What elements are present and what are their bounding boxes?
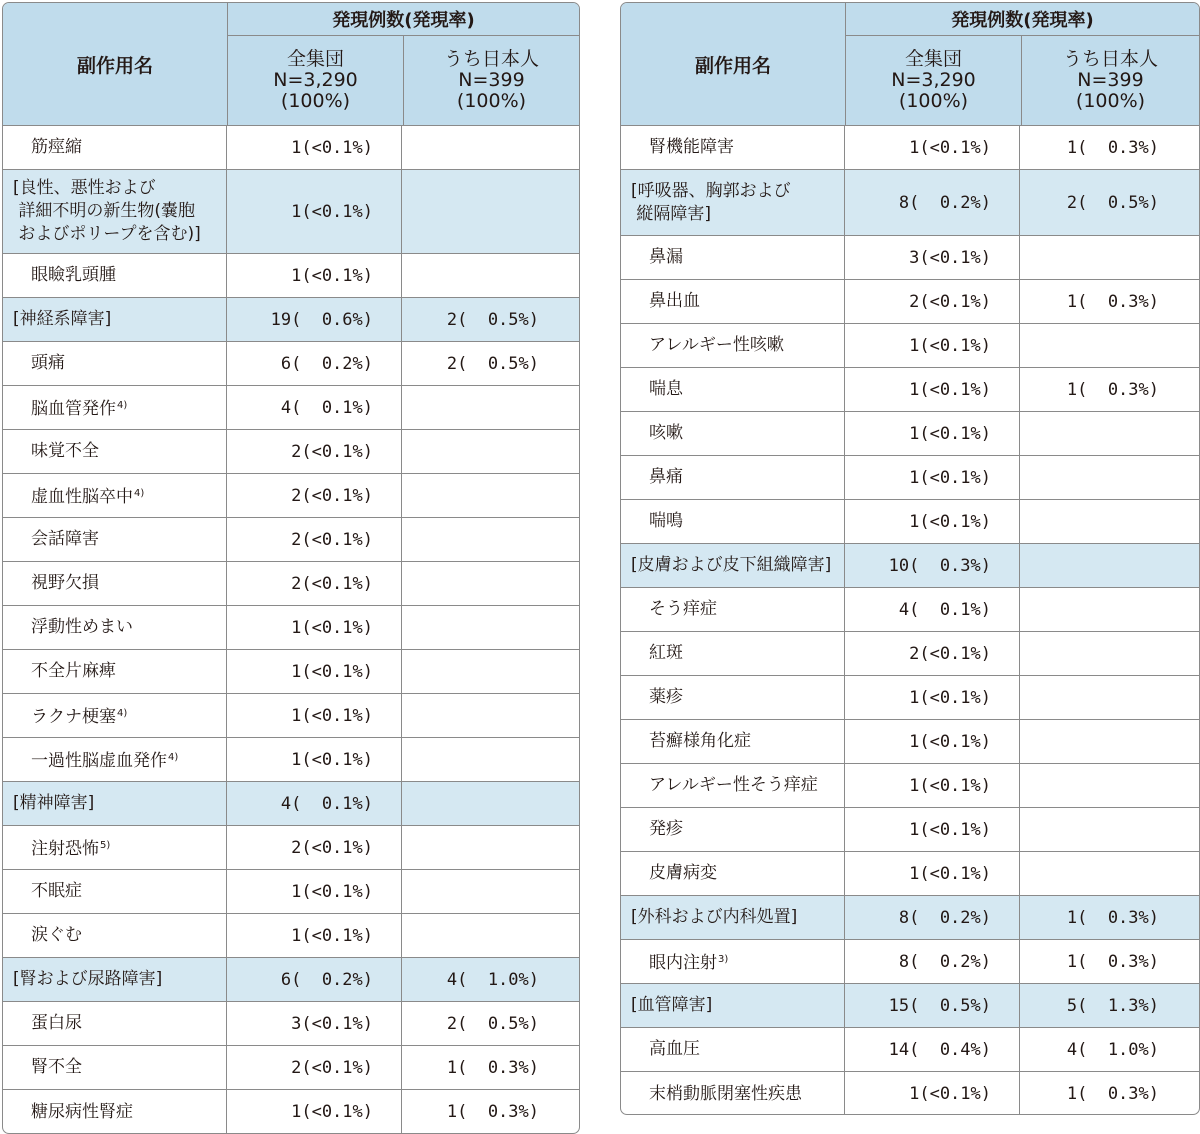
japanese-value: [1020, 720, 1199, 763]
category-row: [3, 170, 579, 254]
all-population-value: 4( 0.1%): [845, 588, 1020, 631]
reaction-name: 鼻漏: [621, 236, 845, 279]
all-population-value: 4( 0.1%): [227, 386, 402, 429]
japanese-value: [1020, 324, 1199, 367]
japanese-value: [402, 870, 579, 913]
category-row: [621, 896, 1199, 940]
all-population-value: 1(<0.1%): [227, 694, 402, 737]
japanese-value: [1020, 632, 1199, 675]
reaction-name: 高血圧: [621, 1028, 845, 1071]
header-all-population: 全集団 N=3,290 (100%): [846, 36, 1022, 125]
table-row: [3, 342, 579, 386]
table-row: [3, 826, 579, 870]
all-population-value: 10( 0.3%): [845, 544, 1020, 587]
reaction-name: ラクナ梗塞$^{4)}$: [3, 694, 227, 737]
footnote-ref: 4): [134, 488, 145, 499]
all-population-value: 2(<0.1%): [845, 632, 1020, 675]
table-row: [3, 870, 579, 914]
all-population-value: 8( 0.2%): [845, 170, 1020, 235]
all-population-value: 3(<0.1%): [845, 236, 1020, 279]
japanese-value: [402, 170, 579, 253]
table-row: [621, 500, 1199, 544]
table-row: [621, 852, 1199, 896]
table-row: [621, 632, 1199, 676]
table-row: [621, 126, 1199, 170]
header-incidence: 発現例数(発現率): [228, 3, 579, 36]
japanese-value: 4( 1.0%): [1066, 1039, 1159, 1060]
table-row: [3, 474, 579, 518]
japanese-value: [402, 518, 579, 561]
table-row: [3, 914, 579, 958]
japanese-value: [1020, 852, 1199, 895]
reaction-name: 末梢動脈閉塞性疾患: [621, 1072, 845, 1115]
footnote-ref: 5): [100, 840, 111, 851]
japanese-value: [402, 738, 579, 781]
japanese-value: [1020, 456, 1199, 499]
japanese-value: [1020, 764, 1199, 807]
reaction-name: 苔癬様角化症: [621, 720, 845, 763]
table-row: [3, 386, 579, 430]
all-population-value: 8( 0.2%): [845, 896, 1020, 939]
table-row: [621, 368, 1199, 412]
all-population-value: 1(<0.1%): [845, 324, 1020, 367]
table-row: [3, 694, 579, 738]
all-population-value: 6( 0.2%): [227, 342, 402, 385]
table-row: [3, 606, 579, 650]
reaction-name: 腎機能障害: [621, 126, 845, 169]
all-population-value: 2(<0.1%): [227, 518, 402, 561]
reaction-name: 会話障害: [3, 518, 227, 561]
table-row: [3, 126, 579, 170]
japanese-value: [402, 782, 579, 825]
table-row: [3, 650, 579, 694]
table-row: [3, 430, 579, 474]
japanese-value: 1( 0.3%): [1066, 137, 1159, 158]
all-population-value: 1(<0.1%): [227, 606, 402, 649]
all-population-value: 1(<0.1%): [227, 650, 402, 693]
category-row: [621, 544, 1199, 588]
reaction-name: 腎不全: [3, 1046, 227, 1089]
japanese-value: 2( 0.5%): [446, 353, 539, 374]
reaction-name: [血管障害]: [621, 984, 845, 1027]
all-population-value: 1(<0.1%): [227, 738, 402, 781]
table-body: [621, 126, 1199, 1115]
japanese-value: 1( 0.3%): [446, 1057, 539, 1078]
footnote-ref: 3): [718, 954, 729, 965]
category-row: [621, 170, 1199, 236]
all-population-value: 3(<0.1%): [227, 1002, 402, 1045]
japanese-value: [402, 650, 579, 693]
reaction-name: [精神障害]: [3, 782, 227, 825]
table-row: [621, 412, 1199, 456]
table-row: [3, 738, 579, 782]
japanese-value: 1( 0.3%): [446, 1102, 539, 1122]
japanese-value: [1020, 236, 1199, 279]
reaction-name: 虚血性脳卒中$^{4)}$: [3, 474, 227, 517]
table-row: [621, 236, 1199, 280]
all-population-value: 1(<0.1%): [845, 126, 1020, 169]
reaction-name: 一過性脳虚血発作$^{4)}$: [3, 738, 227, 781]
reaction-name: アレルギー性そう痒症: [621, 764, 845, 807]
all-population-value: 1(<0.1%): [845, 676, 1020, 719]
table-row: [3, 562, 579, 606]
reaction-name: 紅斑: [621, 632, 845, 675]
all-population-value: 8( 0.2%): [845, 940, 1020, 983]
all-population-value: 1(<0.1%): [845, 412, 1020, 455]
japanese-value: [1020, 588, 1199, 631]
reaction-name: 蛋白尿: [3, 1002, 227, 1045]
all-population-value: 1(<0.1%): [227, 254, 402, 297]
table-row: [3, 518, 579, 562]
table-header: [621, 3, 1199, 126]
japanese-value: [402, 914, 579, 957]
reaction-name: 筋痙縮: [3, 126, 227, 169]
table-row: [3, 254, 579, 298]
reaction-name: 皮膚病変: [621, 852, 845, 895]
reaction-name: 涙ぐむ: [3, 914, 227, 957]
all-population-value: 1(<0.1%): [845, 852, 1020, 895]
japanese-value: 2( 0.5%): [446, 1013, 539, 1034]
reaction-name: 喘鳴: [621, 500, 845, 543]
all-population-value: 2(<0.1%): [227, 1046, 402, 1089]
reaction-name: [呼吸器、胸郭および 縦隔障害]: [621, 170, 845, 235]
all-population-value: 1(<0.1%): [845, 720, 1020, 763]
category-row: [3, 958, 579, 1002]
all-population-value: 1(<0.1%): [845, 368, 1020, 411]
header-incidence: 発現例数(発現率): [846, 3, 1199, 36]
japanese-value: [402, 562, 579, 605]
japanese-value: [402, 254, 579, 297]
all-population-value: 1(<0.1%): [845, 764, 1020, 807]
all-population-value: 1(<0.1%): [845, 500, 1020, 543]
all-population-value: 1(<0.1%): [227, 870, 402, 913]
japanese-value: 5( 1.3%): [1066, 995, 1159, 1016]
all-population-value: 2(<0.1%): [227, 474, 402, 517]
table-row: [621, 808, 1199, 852]
japanese-value: 4( 1.0%): [446, 969, 539, 990]
reaction-name: そう痒症: [621, 588, 845, 631]
reaction-name: [皮膚および皮下組織障害]: [621, 544, 845, 587]
all-population-value: 2(<0.1%): [845, 280, 1020, 323]
footnote-ref: 4): [117, 708, 128, 719]
reaction-name: 視野欠損: [3, 562, 227, 605]
all-population-value: 1(<0.1%): [845, 456, 1020, 499]
all-population-value: 1(<0.1%): [845, 808, 1020, 851]
japanese-value: 1( 0.3%): [1066, 907, 1159, 928]
japanese-value: 2( 0.5%): [446, 309, 539, 330]
japanese-value: 1( 0.3%): [1066, 291, 1159, 312]
japanese-value: [1020, 412, 1199, 455]
reaction-name: [良性、悪性および 詳細不明の新生物(嚢胞 およびポリープを含む)]: [3, 170, 227, 253]
japanese-value: 1( 0.3%): [1066, 379, 1159, 400]
footnote-ref: 4): [168, 752, 179, 763]
table-row: [621, 588, 1199, 632]
table-row: [3, 1002, 579, 1046]
table-row: [621, 1028, 1199, 1072]
all-population-value: 4( 0.1%): [227, 782, 402, 825]
table-row: [621, 324, 1199, 368]
all-population-value: 2(<0.1%): [227, 562, 402, 605]
adverse-reaction-table-left: [2, 2, 580, 1134]
table-row: [621, 720, 1199, 764]
all-population-value: 1(<0.1%): [845, 1072, 1020, 1115]
all-population-value: 1(<0.1%): [227, 914, 402, 957]
reaction-name: 糖尿病性腎症: [3, 1090, 227, 1134]
all-population-value: 15( 0.5%): [845, 984, 1020, 1027]
header-japanese: うち日本人 N=399 (100%): [443, 48, 539, 112]
reaction-name: 味覚不全: [3, 430, 227, 473]
all-population-value: 2(<0.1%): [227, 826, 402, 869]
reaction-name: 不眠症: [3, 870, 227, 913]
reaction-name: アレルギー性咳嗽: [621, 324, 845, 367]
reaction-name: 浮動性めまい: [3, 606, 227, 649]
table-row: [621, 456, 1199, 500]
category-row: [621, 984, 1199, 1028]
reaction-name: [外科および内科処置]: [621, 896, 845, 939]
reaction-name: 頭痛: [3, 342, 227, 385]
all-population-value: 2(<0.1%): [227, 430, 402, 473]
reaction-name: [腎および尿路障害]: [3, 958, 227, 1001]
table-row: [3, 1090, 579, 1134]
table-row: [621, 764, 1199, 808]
reaction-name: 注射恐怖$^{5)}$: [3, 826, 227, 869]
all-population-value: 14( 0.4%): [845, 1028, 1020, 1071]
japanese-value: 1( 0.3%): [1066, 951, 1159, 972]
japanese-value: [1020, 676, 1199, 719]
all-population-value: 1(<0.1%): [227, 126, 402, 169]
reaction-name: 鼻出血: [621, 280, 845, 323]
category-row: [3, 298, 579, 342]
table-row: [621, 1072, 1199, 1115]
reaction-name: 脳血管発作$^{4)}$: [3, 386, 227, 429]
reaction-name: 鼻痛: [621, 456, 845, 499]
japanese-value: [402, 386, 579, 429]
reaction-name: 発疹: [621, 808, 845, 851]
japanese-value: [402, 126, 579, 169]
header-reaction-name: 副作用名: [3, 3, 228, 125]
japanese-value: [402, 474, 579, 517]
reaction-name: 眼内注射$^{3)}$: [621, 940, 845, 983]
japanese-value: [402, 826, 579, 869]
table-row: [621, 676, 1199, 720]
category-row: [3, 782, 579, 826]
table-row: [3, 1046, 579, 1090]
all-population-value: 1(<0.1%): [227, 1090, 402, 1134]
table-row: [621, 940, 1199, 984]
reaction-name: 眼瞼乳頭腫: [3, 254, 227, 297]
japanese-value: [1020, 808, 1199, 851]
japanese-value: 1( 0.3%): [1066, 1084, 1159, 1104]
japanese-value: 2( 0.5%): [1066, 192, 1159, 213]
reaction-name: [神経系障害]: [3, 298, 227, 341]
adverse-reaction-table-right: [620, 2, 1200, 1115]
reaction-name: 薬疹: [621, 676, 845, 719]
table-header: [3, 3, 579, 126]
japanese-value: [1020, 544, 1199, 587]
all-population-value: 1(<0.1%): [227, 170, 402, 253]
all-population-value: 6( 0.2%): [227, 958, 402, 1001]
header-all-population: 全集団 N=3,290 (100%): [228, 36, 404, 125]
reaction-name: 不全片麻痺: [3, 650, 227, 693]
japanese-value: [402, 606, 579, 649]
japanese-value: [402, 430, 579, 473]
all-population-value: 19( 0.6%): [227, 298, 402, 341]
japanese-value: [1020, 500, 1199, 543]
header-reaction-name: 副作用名: [621, 3, 846, 125]
table-body: [3, 126, 579, 1134]
reaction-name: 咳嗽: [621, 412, 845, 455]
table-row: [621, 280, 1199, 324]
reaction-name: 喘息: [621, 368, 845, 411]
japanese-value: [402, 694, 579, 737]
header-japanese: うち日本人 N=399 (100%): [1062, 48, 1158, 112]
footnote-ref: 4): [117, 400, 128, 411]
